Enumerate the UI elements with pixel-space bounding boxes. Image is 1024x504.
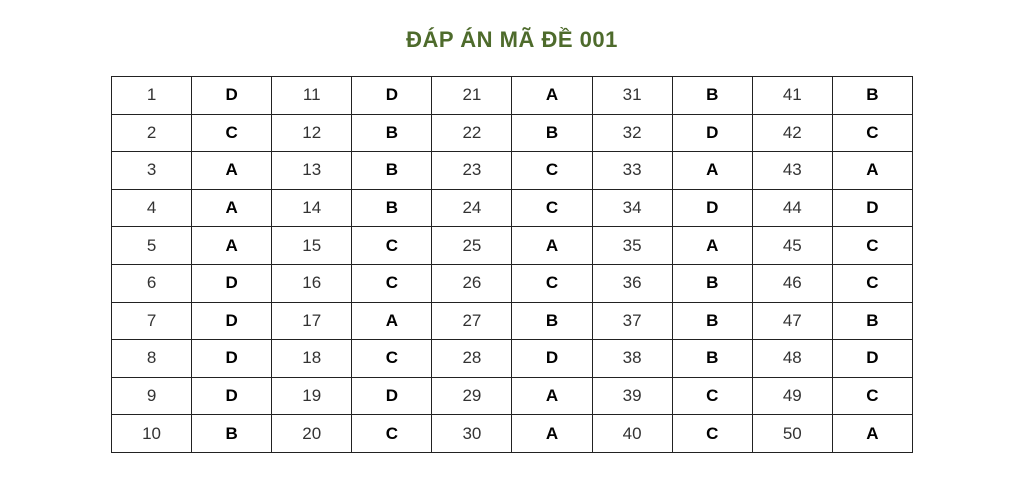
answer-cell: C [832,377,912,415]
answer-cell: A [512,415,592,453]
question-number-cell: 48 [752,340,832,378]
question-number-cell: 29 [432,377,512,415]
table-row [112,77,913,115]
answer-cell: A [192,227,272,265]
question-number-cell: 14 [272,189,352,227]
table-row [112,114,913,152]
question-number-cell: 13 [272,152,352,190]
table-row [112,264,913,302]
answer-cell: D [512,340,592,378]
answer-cell: C [192,114,272,152]
question-number-cell: 37 [592,302,672,340]
answer-cell: C [832,114,912,152]
answer-cell: A [352,302,432,340]
answer-cell: C [352,340,432,378]
answer-key-table [111,76,913,453]
answer-cell: C [512,189,592,227]
answer-cell: C [512,264,592,302]
answer-cell: D [352,77,432,115]
answer-cell: B [832,302,912,340]
question-number-cell: 9 [112,377,192,415]
answer-cell: B [352,189,432,227]
answer-cell: C [512,152,592,190]
answer-cell: B [672,340,752,378]
answer-cell: B [352,152,432,190]
question-number-cell: 24 [432,189,512,227]
answer-cell: A [192,189,272,227]
table-row [112,377,913,415]
question-number-cell: 38 [592,340,672,378]
question-number-cell: 4 [112,189,192,227]
question-number-cell: 32 [592,114,672,152]
question-number-cell: 28 [432,340,512,378]
table-row [112,415,913,453]
answer-table-body [112,77,913,453]
answer-cell: B [672,302,752,340]
answer-cell: A [832,415,912,453]
answer-cell: B [512,114,592,152]
question-number-cell: 25 [432,227,512,265]
question-number-cell: 21 [432,77,512,115]
answer-cell: A [192,152,272,190]
question-number-cell: 47 [752,302,832,340]
answer-cell: B [192,415,272,453]
page-title: ĐÁP ÁN MÃ ĐỀ 001 [406,27,618,52]
question-number-cell: 19 [272,377,352,415]
question-number-cell: 8 [112,340,192,378]
answer-cell: B [672,264,752,302]
question-number-cell: 11 [272,77,352,115]
answer-cell: A [672,152,752,190]
answer-cell: D [192,377,272,415]
answer-cell: A [512,227,592,265]
answer-cell: A [512,377,592,415]
question-number-cell: 15 [272,227,352,265]
question-number-cell: 41 [752,77,832,115]
question-number-cell: 31 [592,77,672,115]
question-number-cell: 12 [272,114,352,152]
answer-cell: B [352,114,432,152]
table-row [112,189,913,227]
answer-cell: A [832,152,912,190]
table-row [112,152,913,190]
question-number-cell: 5 [112,227,192,265]
question-number-cell: 35 [592,227,672,265]
question-number-cell: 22 [432,114,512,152]
question-number-cell: 27 [432,302,512,340]
answer-cell: C [352,415,432,453]
answer-cell: D [192,340,272,378]
question-number-cell: 43 [752,152,832,190]
answer-cell: D [352,377,432,415]
answer-cell: D [672,189,752,227]
question-number-cell: 1 [112,77,192,115]
answer-cell: B [832,77,912,115]
question-number-cell: 46 [752,264,832,302]
question-number-cell: 23 [432,152,512,190]
answer-cell: C [672,377,752,415]
answer-cell: C [832,264,912,302]
question-number-cell: 50 [752,415,832,453]
question-number-cell: 2 [112,114,192,152]
question-number-cell: 3 [112,152,192,190]
question-number-cell: 10 [112,415,192,453]
table-row [112,340,913,378]
answer-cell: A [672,227,752,265]
question-number-cell: 44 [752,189,832,227]
question-number-cell: 34 [592,189,672,227]
question-number-cell: 42 [752,114,832,152]
question-number-cell: 30 [432,415,512,453]
answer-cell: B [672,77,752,115]
answer-cell: C [832,227,912,265]
question-number-cell: 7 [112,302,192,340]
answer-cell: A [512,77,592,115]
answer-cell: C [672,415,752,453]
question-number-cell: 45 [752,227,832,265]
answer-cell: D [832,340,912,378]
answer-cell: C [352,264,432,302]
question-number-cell: 49 [752,377,832,415]
answer-cell: D [192,77,272,115]
question-number-cell: 33 [592,152,672,190]
question-number-cell: 39 [592,377,672,415]
answer-cell: D [192,264,272,302]
answer-cell: B [512,302,592,340]
question-number-cell: 16 [272,264,352,302]
answer-cell: D [832,189,912,227]
table-row [112,302,913,340]
question-number-cell: 20 [272,415,352,453]
question-number-cell: 26 [432,264,512,302]
question-number-cell: 40 [592,415,672,453]
question-number-cell: 17 [272,302,352,340]
answer-cell: D [672,114,752,152]
question-number-cell: 36 [592,264,672,302]
question-number-cell: 18 [272,340,352,378]
question-number-cell: 6 [112,264,192,302]
table-row [112,227,913,265]
answer-cell: C [352,227,432,265]
answer-cell: D [192,302,272,340]
